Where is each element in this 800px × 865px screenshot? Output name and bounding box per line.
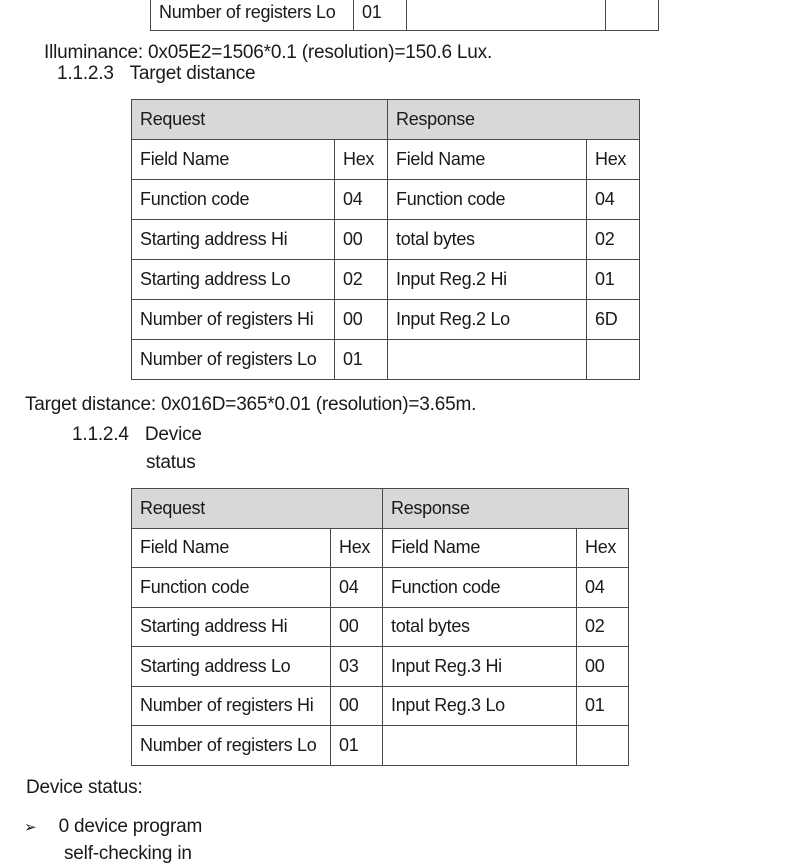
req-hex-cell: 01 bbox=[354, 0, 407, 31]
response-header: Response bbox=[388, 100, 640, 140]
resp-hex-cell: 04 bbox=[577, 568, 629, 608]
resp-field-cell: Input Reg.2 Hi bbox=[388, 260, 587, 300]
bullet-text: 0 device program bbox=[58, 816, 203, 837]
col-hex: Hex bbox=[335, 140, 388, 180]
resp-hex-cell bbox=[587, 340, 640, 380]
req-hex-cell: 00 bbox=[335, 220, 388, 260]
resp-field-cell: total bytes bbox=[388, 220, 587, 260]
resp-field-cell bbox=[383, 726, 577, 766]
table-row bbox=[132, 726, 629, 766]
arrow-bullet-icon: ➢ bbox=[24, 818, 37, 836]
column-header-row bbox=[132, 140, 640, 180]
table-row bbox=[132, 180, 640, 220]
col-hex: Hex bbox=[587, 140, 640, 180]
col-field-name: Field Name bbox=[132, 140, 335, 180]
resp-field-cell: total bytes bbox=[383, 607, 577, 647]
req-field-cell: Function code bbox=[132, 180, 335, 220]
req-field-cell: Starting address Lo bbox=[132, 260, 335, 300]
table-row bbox=[132, 607, 629, 647]
table-row bbox=[132, 220, 640, 260]
bullet-continuation-text: self-checking in bbox=[64, 843, 192, 864]
req-field-cell: Number of registers Hi bbox=[132, 300, 335, 340]
req-hex-cell: 04 bbox=[335, 180, 388, 220]
request-header: Request bbox=[132, 100, 388, 140]
req-field-cell: Starting address Lo bbox=[132, 647, 331, 687]
section-heading-target-distance bbox=[57, 63, 255, 85]
resp-hex-cell: 01 bbox=[577, 686, 629, 726]
response-header: Response bbox=[383, 489, 629, 529]
table-row bbox=[132, 686, 629, 726]
req-hex-cell: 04 bbox=[331, 568, 383, 608]
column-header-row bbox=[132, 528, 629, 568]
table-row bbox=[151, 0, 659, 31]
section-number: 1.1.2.3 bbox=[57, 63, 114, 84]
table-row bbox=[132, 260, 640, 300]
resp-field-cell bbox=[407, 0, 606, 31]
resp-hex-cell: 02 bbox=[577, 607, 629, 647]
col-field-name: Field Name bbox=[383, 528, 577, 568]
resp-hex-cell: 04 bbox=[587, 180, 640, 220]
resp-hex-cell bbox=[577, 726, 629, 766]
col-field-name: Field Name bbox=[388, 140, 587, 180]
table-header-row bbox=[132, 100, 640, 140]
resp-field-cell: Input Reg.3 Hi bbox=[383, 647, 577, 687]
req-hex-cell: 00 bbox=[331, 607, 383, 647]
resp-field-cell: Function code bbox=[383, 568, 577, 608]
device-status-register-table bbox=[131, 488, 629, 766]
req-field-cell: Starting address Hi bbox=[132, 220, 335, 260]
illuminance-result-text: Illuminance: 0x05E2=1506*0.1 (resolution)=150.6 Lux. bbox=[44, 42, 493, 63]
req-field-cell: Number of registers Hi bbox=[132, 686, 331, 726]
req-hex-cell: 00 bbox=[331, 686, 383, 726]
req-field-cell: Number of registers Lo bbox=[132, 340, 335, 380]
resp-hex-cell: 00 bbox=[577, 647, 629, 687]
req-hex-cell: 00 bbox=[335, 300, 388, 340]
resp-field-cell: Function code bbox=[388, 180, 587, 220]
device-status-label: Device status: bbox=[26, 777, 143, 798]
req-field-cell: Starting address Hi bbox=[132, 607, 331, 647]
section-title-line1: Device bbox=[144, 424, 202, 445]
req-hex-cell: 02 bbox=[335, 260, 388, 300]
resp-field-cell bbox=[388, 340, 587, 380]
req-hex-cell: 01 bbox=[331, 726, 383, 766]
request-header: Request bbox=[132, 489, 383, 529]
req-hex-cell: 03 bbox=[331, 647, 383, 687]
resp-hex-cell: 02 bbox=[587, 220, 640, 260]
req-hex-cell: 01 bbox=[335, 340, 388, 380]
col-field-name: Field Name bbox=[132, 528, 331, 568]
table-row bbox=[132, 300, 640, 340]
resp-field-cell: Input Reg.3 Lo bbox=[383, 686, 577, 726]
table-row bbox=[132, 568, 629, 608]
section-number: 1.1.2.4 bbox=[72, 424, 129, 445]
resp-hex-cell: 6D bbox=[587, 300, 640, 340]
table-row bbox=[132, 340, 640, 380]
bullet-list-item bbox=[24, 816, 202, 838]
section-title: Target distance bbox=[129, 63, 256, 84]
section-heading-device-status bbox=[72, 424, 202, 446]
req-field-cell: Number of registers Lo bbox=[132, 726, 331, 766]
resp-field-cell: Input Reg.2 Lo bbox=[388, 300, 587, 340]
target-distance-register-table bbox=[131, 99, 640, 380]
req-field-cell: Number of registers Lo bbox=[151, 0, 354, 31]
table-row bbox=[132, 647, 629, 687]
table-header-row bbox=[132, 489, 629, 529]
previous-register-table bbox=[150, 0, 659, 31]
target-distance-result-text: Target distance: 0x016D=365*0.01 (resolution)=3.65m. bbox=[25, 394, 477, 415]
req-field-cell: Function code bbox=[132, 568, 331, 608]
resp-hex-cell: 01 bbox=[587, 260, 640, 300]
section-title-line2: status bbox=[146, 452, 196, 473]
col-hex: Hex bbox=[577, 528, 629, 568]
resp-hex-cell bbox=[606, 0, 659, 31]
col-hex: Hex bbox=[331, 528, 383, 568]
